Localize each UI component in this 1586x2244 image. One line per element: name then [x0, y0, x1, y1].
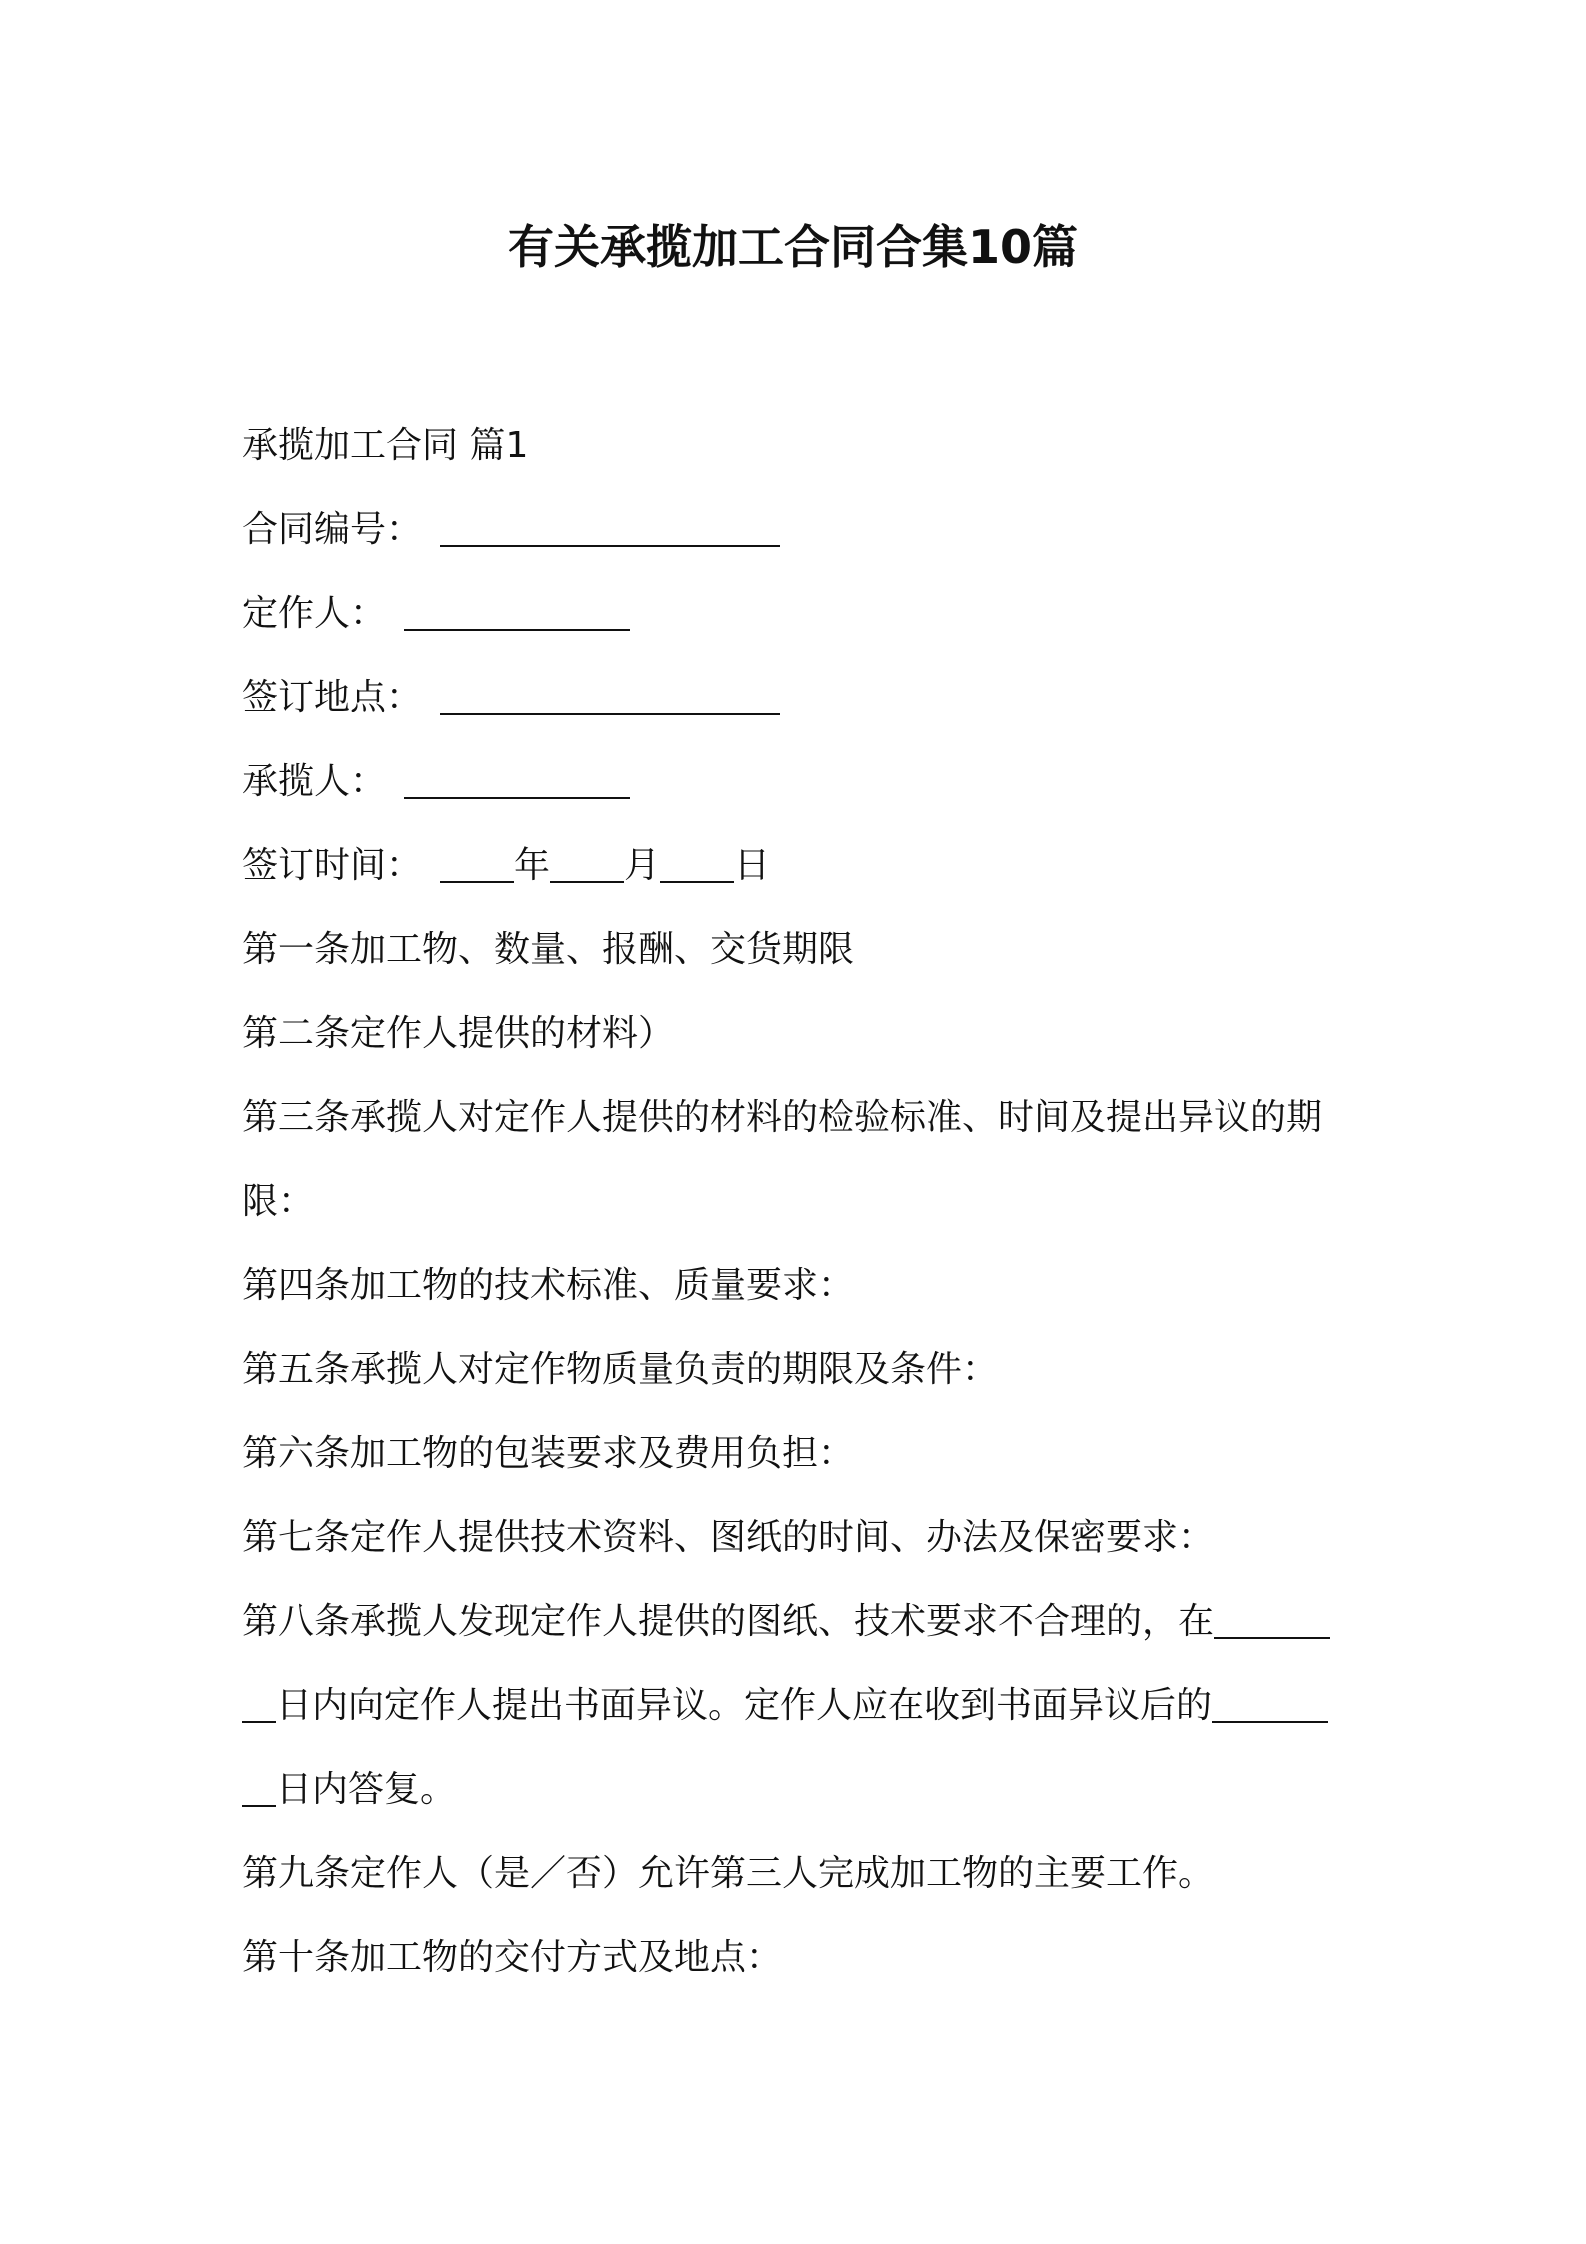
- month-label: 月: [624, 845, 661, 886]
- article-8-line-3: [242, 1748, 1362, 1832]
- month-blank: [550, 851, 624, 883]
- day-blank: [660, 851, 734, 883]
- signing-place-blank: [440, 683, 780, 715]
- article-8-text-1: 第八条承揽人发现定作人提供的图纸、技术要求不合理的，在: [242, 1601, 1215, 1642]
- document-body: [242, 404, 1362, 2000]
- article-8-text-3: 日内答复。: [276, 1769, 457, 1810]
- signing-time-row: [242, 824, 1362, 908]
- article-10: 第十条加工物的交付方式及地点：: [242, 1937, 783, 1978]
- section-heading: 承揽加工合同 篇1: [242, 425, 529, 466]
- article-8-blank-2-cont: [242, 1775, 276, 1807]
- contractor-label: 承揽人：: [242, 761, 387, 802]
- article-8-line-2: [242, 1664, 1362, 1748]
- article-7: 第七条定作人提供技术资料、图纸的时间、办法及保密要求：: [242, 1517, 1215, 1558]
- contract-number-blank: [440, 515, 780, 547]
- article-6: 第六条加工物的包装要求及费用负担：: [242, 1433, 855, 1474]
- year-blank: [440, 851, 514, 883]
- article-3-line-1: 第三条承揽人对定作人提供的材料的检验标准、时间及提出异议的期: [242, 1097, 1323, 1138]
- signing-place-row: [242, 656, 1362, 740]
- signing-place-label: 签订地点：: [242, 677, 423, 718]
- contract-number-label: 合同编号：: [242, 509, 423, 550]
- contractor-row: [242, 740, 1362, 824]
- orderer-blank: [404, 599, 630, 631]
- orderer-row: [242, 572, 1362, 656]
- signing-time-label: 签订时间：: [242, 845, 423, 886]
- document-title: 有关承揽加工合同合集10篇: [507, 220, 1078, 274]
- article-8-blank-1-cont: [242, 1691, 276, 1723]
- article-2: 第二条定作人提供的材料）: [242, 1013, 675, 1054]
- article-3-line-2: 限：: [242, 1181, 315, 1222]
- day-label: 日: [734, 845, 771, 886]
- article-4: 第四条加工物的技术标准、质量要求：: [242, 1265, 855, 1306]
- contractor-blank: [404, 767, 630, 799]
- orderer-label: 定作人：: [242, 593, 387, 634]
- article-1: 第一条加工物、数量、报酬、交货期限: [242, 929, 855, 970]
- article-8-blank-2: [1212, 1691, 1328, 1723]
- contract-number-row: [242, 488, 1362, 572]
- article-8-text-2: 日内向定作人提出书面异议。定作人应在收到书面异议后的: [276, 1685, 1213, 1726]
- article-8-line-1: [242, 1580, 1362, 1664]
- article-5: 第五条承揽人对定作物质量负责的期限及条件：: [242, 1349, 999, 1390]
- article-9: 第九条定作人（是／否）允许第三人完成加工物的主要工作。: [242, 1853, 1215, 1894]
- article-8-blank-1: [1214, 1607, 1330, 1639]
- year-label: 年: [514, 845, 551, 886]
